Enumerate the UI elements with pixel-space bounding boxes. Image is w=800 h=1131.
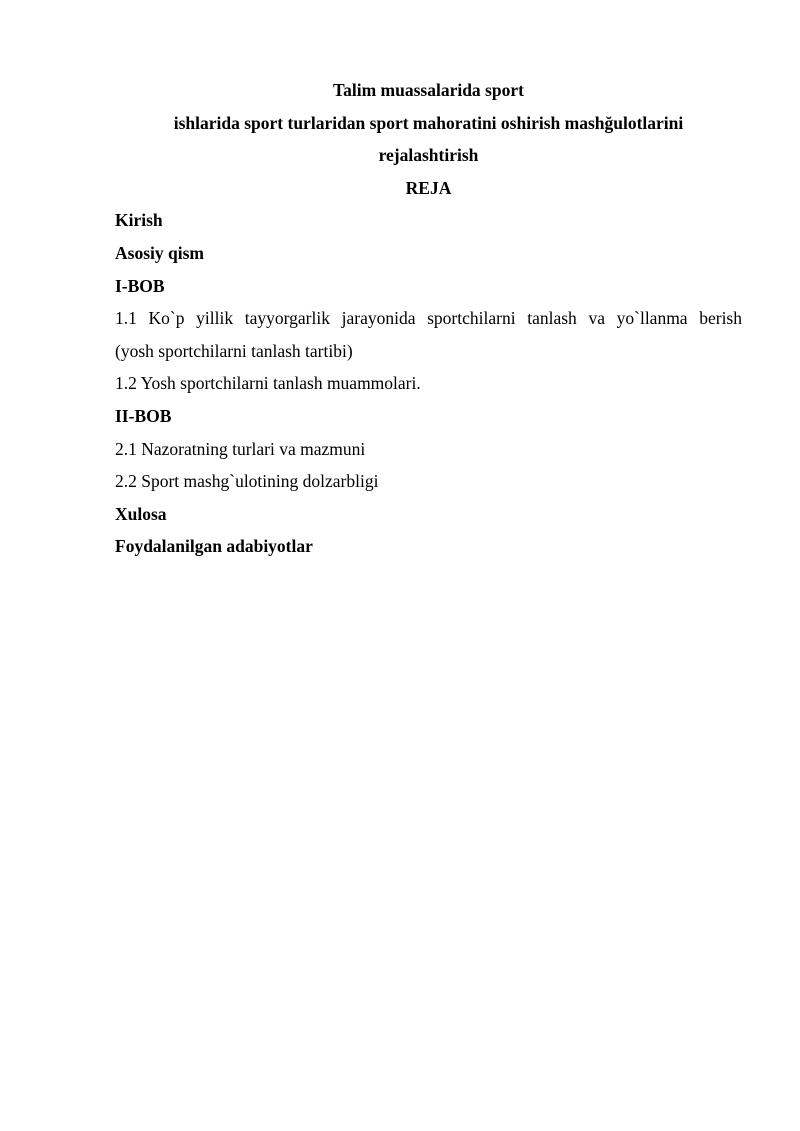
outline-item-2-2: 2.2 Sport mashg`ulotining dolzarbligi [115, 471, 379, 492]
outline-item-2-1: 2.1 Nazoratning turlari va mazmuni [115, 438, 366, 459]
outline-asosiy-qism: Asosiy qism [115, 242, 204, 263]
document-title-line-2: ishlarida sport turlaridan sport mahoratini oshirish mashğulotlarini [173, 112, 684, 133]
outline-chapter-2: II-BOB [115, 405, 172, 426]
document-title-line-1: Talim muassalarida sport [333, 80, 524, 100]
document-page [115, 74, 742, 563]
outline-item-1-1: 1.1 Ko`p yillik tayyorgarlik jarayonida sportchilarni tanlash va yo`llanma berish [115, 308, 742, 329]
outline-kirish: Kirish [115, 210, 163, 231]
outline-xulosa: Xulosa [115, 503, 167, 524]
outline-item-1-2: 1.2 Yosh sportchilarni tanlash muammolari. [115, 373, 421, 394]
outline-adabiyotlar: Foydalanilgan adabiyotlar [115, 536, 313, 557]
outline-item-1-1-continuation: (yosh sportchilarni tanlash tartibi) [115, 340, 353, 361]
document-title-line-3: rejalashtirish [378, 145, 479, 166]
reja-heading: REJA [405, 177, 452, 198]
outline-chapter-1: I-BOB [115, 275, 165, 296]
